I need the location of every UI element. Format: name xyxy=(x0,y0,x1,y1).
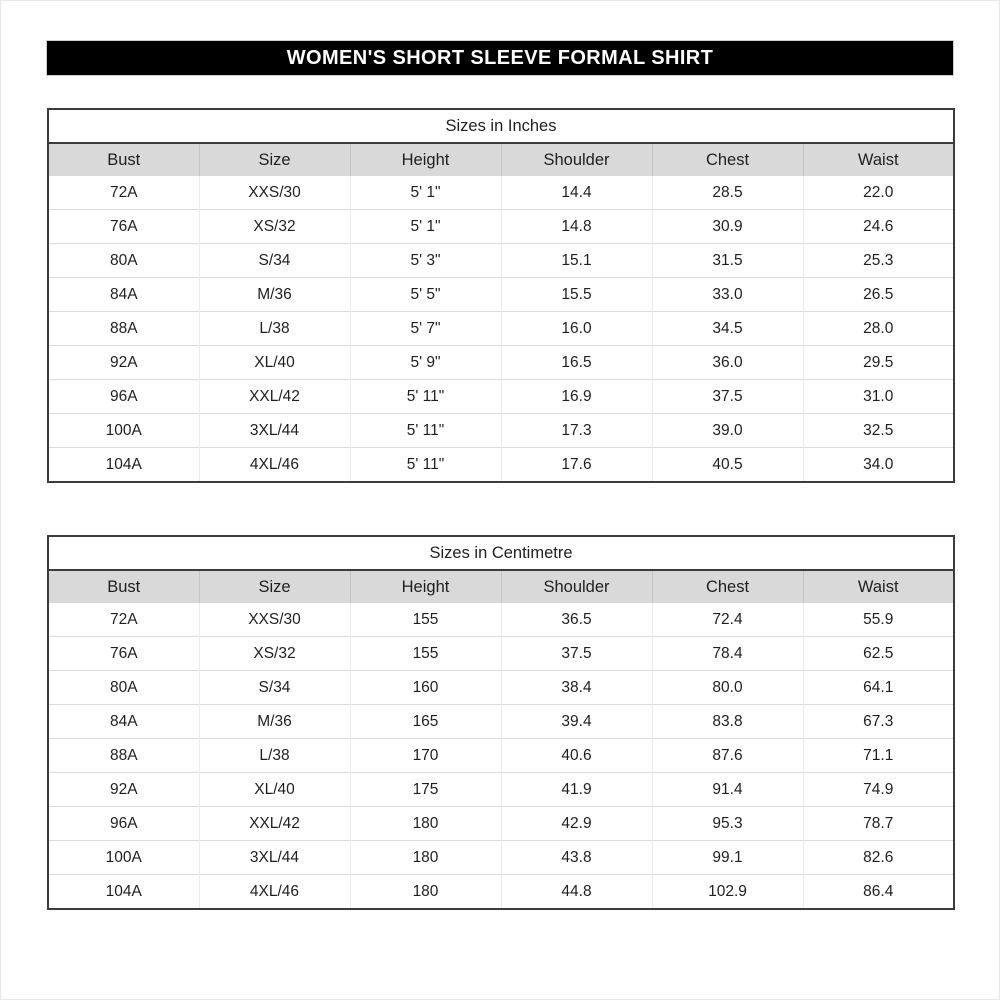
table-cell: 16.5 xyxy=(501,346,652,380)
table-cell: 17.6 xyxy=(501,448,652,483)
table-cell: L/38 xyxy=(199,739,350,773)
table-cell: 38.4 xyxy=(501,671,652,705)
column-header: Bust xyxy=(48,143,199,176)
column-header: Waist xyxy=(803,143,954,176)
table-row xyxy=(48,346,954,380)
table-cell: 92A xyxy=(48,346,199,380)
table-cell: 31.5 xyxy=(652,244,803,278)
table-cell: 25.3 xyxy=(803,244,954,278)
table-cell: 40.5 xyxy=(652,448,803,483)
column-header: Waist xyxy=(803,570,954,603)
table-cell: 37.5 xyxy=(652,380,803,414)
table-row xyxy=(48,448,954,483)
table-cell: 34.5 xyxy=(652,312,803,346)
table-cell: 180 xyxy=(350,875,501,910)
column-header: Size xyxy=(199,143,350,176)
table-row xyxy=(48,210,954,244)
table-cell: 42.9 xyxy=(501,807,652,841)
table-row xyxy=(48,671,954,705)
table-header-row-centimetre xyxy=(48,570,954,603)
table-row xyxy=(48,841,954,875)
size-table-inches xyxy=(47,108,955,483)
table-cell: 72A xyxy=(109,183,138,201)
table-title-inches: Sizes in Inches xyxy=(48,109,954,143)
table-cell: M/36 xyxy=(199,278,350,312)
table-cell: 76A xyxy=(48,210,199,244)
table-cell: 84A xyxy=(48,705,199,739)
table-cell: 76A xyxy=(48,637,199,671)
table-cell: 5' 1" xyxy=(350,210,501,244)
table-cell: 180 xyxy=(350,841,501,875)
table-row xyxy=(48,637,954,671)
table-cell: 102.9 xyxy=(652,875,803,910)
column-header: Chest xyxy=(652,570,803,603)
table-row xyxy=(48,807,954,841)
table-cell: 5' 11" xyxy=(350,414,501,448)
table-cell: 5' 5" xyxy=(350,278,501,312)
table-cell: 180 xyxy=(350,807,501,841)
table-cell: S/34 xyxy=(199,244,350,278)
table-cell: 36.5 xyxy=(501,603,652,637)
table-row xyxy=(48,244,954,278)
table-cell: 29.5 xyxy=(803,346,954,380)
table-cell: 67.3 xyxy=(803,705,954,739)
column-header: Shoulder xyxy=(501,570,652,603)
table-cell: 28.0 xyxy=(803,312,954,346)
table-cell: 41.9 xyxy=(501,773,652,807)
table-cell: 104A xyxy=(48,875,199,910)
table-cell: XS/32 xyxy=(199,210,350,244)
table-cell: L/38 xyxy=(199,312,350,346)
table-cell: 34.0 xyxy=(803,448,954,483)
table-cell: 104A xyxy=(48,448,199,483)
table-cell: 95.3 xyxy=(652,807,803,841)
table-cell: 31.0 xyxy=(803,380,954,414)
table-cell: 80A xyxy=(48,671,199,705)
table-cell: XXS/30 xyxy=(199,603,350,637)
column-header: Chest xyxy=(652,143,803,176)
table-cell: 39.4 xyxy=(501,705,652,739)
table-cell: 44.8 xyxy=(501,875,652,910)
table-row xyxy=(48,739,954,773)
table-cell: 40.6 xyxy=(501,739,652,773)
table-cell: 3XL/44 xyxy=(199,841,350,875)
product-title-banner xyxy=(47,41,953,75)
table-cell: XL/40 xyxy=(199,773,350,807)
table-row xyxy=(48,603,954,637)
table-title-row-inches xyxy=(48,109,954,143)
table-row xyxy=(48,875,954,910)
table-cell: 86.4 xyxy=(803,875,954,910)
table-cell: 71.1 xyxy=(803,739,954,773)
table-cell: 64.1 xyxy=(803,671,954,705)
table-cell: 39.0 xyxy=(652,414,803,448)
table-cell: 160 xyxy=(350,671,501,705)
table-cell: 165 xyxy=(350,705,501,739)
table-cell: 82.6 xyxy=(803,841,954,875)
table-cell: 15.1 xyxy=(501,244,652,278)
column-header: Size xyxy=(199,570,350,603)
table-cell: 87.6 xyxy=(652,739,803,773)
table-cell: 5' 3" xyxy=(350,244,501,278)
table-cell: 170 xyxy=(350,739,501,773)
column-header: Shoulder xyxy=(501,143,652,176)
table-cell: 5' 9" xyxy=(350,346,501,380)
table-cell: 88A xyxy=(48,312,199,346)
table-cell: XL/40 xyxy=(199,346,350,380)
table-cell: XXL/42 xyxy=(199,807,350,841)
table-cell: 88A xyxy=(48,739,199,773)
table-cell: XXS/30 xyxy=(199,176,350,210)
table-cell: 5' 11" xyxy=(350,380,501,414)
table-cell: 62.5 xyxy=(803,637,954,671)
table-row xyxy=(48,278,954,312)
table-cell: XS/32 xyxy=(199,637,350,671)
table-cell: 14.8 xyxy=(501,210,652,244)
table-cell: 92A xyxy=(48,773,199,807)
table-cell: 96A xyxy=(48,380,199,414)
table-cell: 99.1 xyxy=(652,841,803,875)
table-cell: 16.0 xyxy=(501,312,652,346)
table-cell: 4XL/46 xyxy=(199,875,350,910)
table-cell: 175 xyxy=(350,773,501,807)
table-cell: 4XL/46 xyxy=(199,448,350,483)
table-cell: 55.9 xyxy=(803,603,954,637)
table-title-row-centimetre xyxy=(48,536,954,570)
table-cell: 74.9 xyxy=(803,773,954,807)
table-cell: 100A xyxy=(48,841,199,875)
table-cell: 72A xyxy=(109,610,138,628)
table-cell: 91.4 xyxy=(652,773,803,807)
column-header: Height xyxy=(350,570,501,603)
table-cell: 15.5 xyxy=(501,278,652,312)
table-cell: 37.5 xyxy=(501,637,652,671)
table-cell: M/36 xyxy=(199,705,350,739)
table-cell: 83.8 xyxy=(652,705,803,739)
table-row xyxy=(48,312,954,346)
column-header: Height xyxy=(350,143,501,176)
table-cell: 30.9 xyxy=(652,210,803,244)
table-cell: 78.4 xyxy=(652,637,803,671)
table-row xyxy=(48,705,954,739)
table-cell: 43.8 xyxy=(501,841,652,875)
table-cell: S/34 xyxy=(199,671,350,705)
table-body-inches xyxy=(48,176,954,482)
table-cell: 84A xyxy=(48,278,199,312)
table-cell: 36.0 xyxy=(652,346,803,380)
table-cell: 155 xyxy=(350,637,501,671)
table-row xyxy=(48,773,954,807)
table-cell: 80A xyxy=(48,244,199,278)
table-cell: 3XL/44 xyxy=(199,414,350,448)
table-header-row-inches xyxy=(48,143,954,176)
table-cell: 155 xyxy=(350,603,501,637)
table-cell: 5' 1" xyxy=(350,176,501,210)
table-cell: 26.5 xyxy=(803,278,954,312)
table-cell: 32.5 xyxy=(803,414,954,448)
table-cell: 14.4 xyxy=(501,176,652,210)
table-cell: 5' 11" xyxy=(350,448,501,483)
table-cell: 33.0 xyxy=(652,278,803,312)
table-cell: 72.4 xyxy=(652,603,803,637)
table-cell: 5' 7" xyxy=(350,312,501,346)
table-cell: 22.0 xyxy=(803,176,954,210)
table-cell: 28.5 xyxy=(652,176,803,210)
table-cell: 100A xyxy=(48,414,199,448)
table-cell: 24.6 xyxy=(803,210,954,244)
table-cell: 80.0 xyxy=(652,671,803,705)
table-cell: 17.3 xyxy=(501,414,652,448)
table-cell: 96A xyxy=(48,807,199,841)
table-cell: 16.9 xyxy=(501,380,652,414)
table-cell: 78.7 xyxy=(803,807,954,841)
table-body-centimetre xyxy=(48,603,954,909)
column-header: Bust xyxy=(48,570,199,603)
table-row xyxy=(48,414,954,448)
table-row xyxy=(48,176,954,210)
table-title-centimetre: Sizes in Centimetre xyxy=(48,536,954,570)
table-cell: XXL/42 xyxy=(199,380,350,414)
product-title: WOMEN'S SHORT SLEEVE FORMAL SHIRT xyxy=(286,46,714,69)
size-table-centimetre xyxy=(47,535,955,910)
table-row xyxy=(48,380,954,414)
